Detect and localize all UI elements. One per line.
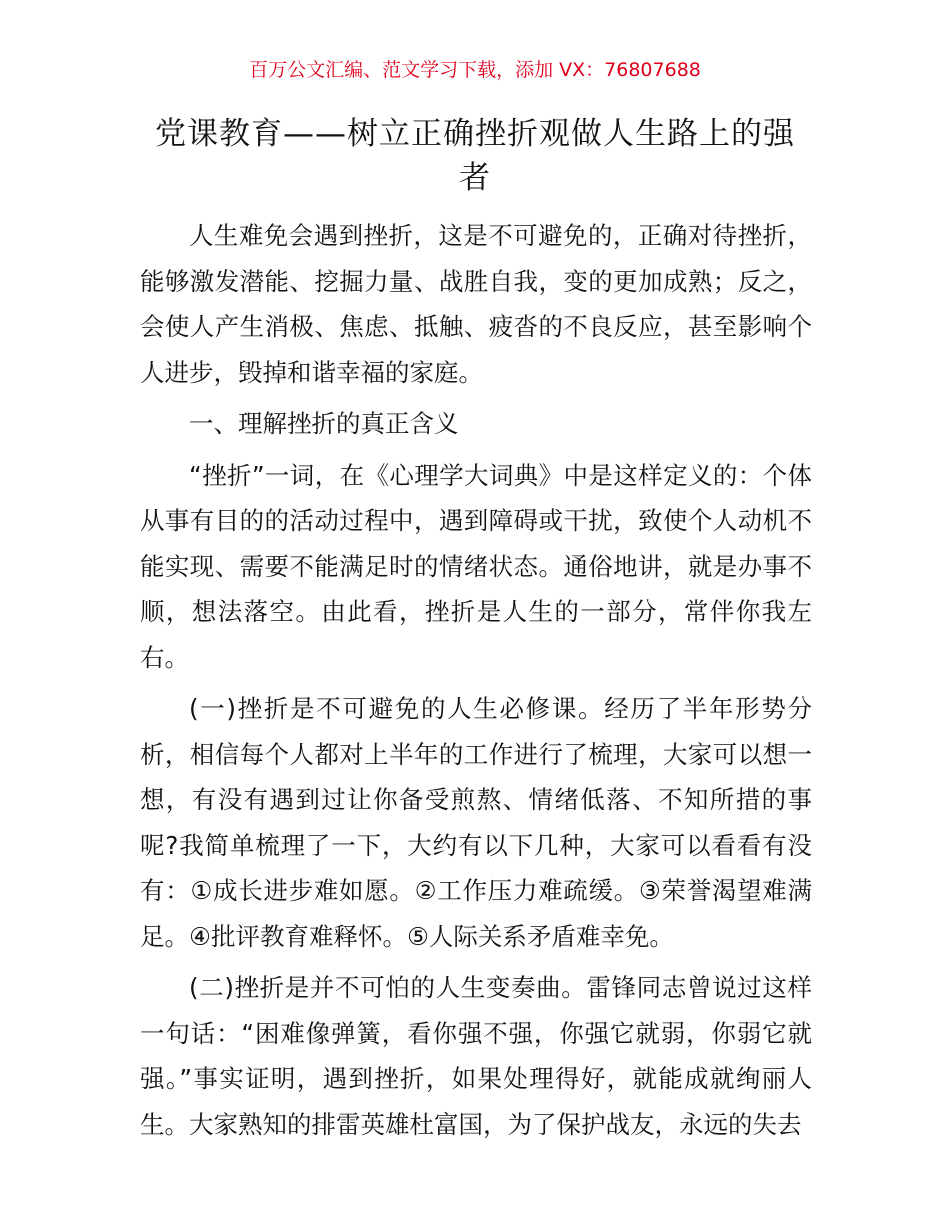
document-title: 党课教育——树立正确挫折观做人生路上的强者: [155, 116, 795, 196]
paragraph-subsection-2: (二)挫折是并不可怕的人生变奏曲。雷锋同志曾说过这样一句话：“困难像弹簧，看你强不强，你强它就弱，你弱它就强。”事实证明，遇到挫折，如果处理得好，就能成就绚丽人生。大家熟知的排雷英雄杜富国，为了保护战友，永远的失去: [140, 973, 812, 1139]
paragraph-definition: “挫折”一词，在《心理学大词典》中是这样定义的：个体从事有目的的活动过程中，遇到障碍或干扰，致使个人动机不能实现、需要不能满足时的情绪状态。通俗地讲，就是办事不顺，想法落空。由此看，挫折是人生的一部分，常伴你我左右。: [140, 460, 812, 672]
section-heading: 一、理解挫折的真正含义: [189, 409, 459, 438]
paragraph-subsection-1: (一)挫折是不可避免的人生必修课。经历了半年形势分析，相信每个人都对上半年的工作进行了梳理，大家可以想一想，有没有遇到过让你备受煎熬、情绪低落、不知所措的事呢?我简单梳理了一下，大约有以下几种，大家可以看看有没有：①成长进步难如愿。②工作压力难疏缓。③荣誉渴望难满足。④批评教育难释怀。⑤人际关系矛盾难幸免。: [140, 694, 812, 951]
watermark-header: 百万公文汇编、范文学习下载，添加 VX：76807688: [249, 59, 701, 81]
paragraph-intro: 人生难免会遇到挫折，这是不可避免的，正确对待挫折，能够激发潜能、挖掘力量、战胜自我，变的更加成熟；反之，会使人产生消极、焦虑、抵触、疲沓的不良反应，甚至影响个人进步，毁掉和谐幸福的家庭。: [140, 221, 812, 387]
document-body: [140, 213, 812, 1153]
